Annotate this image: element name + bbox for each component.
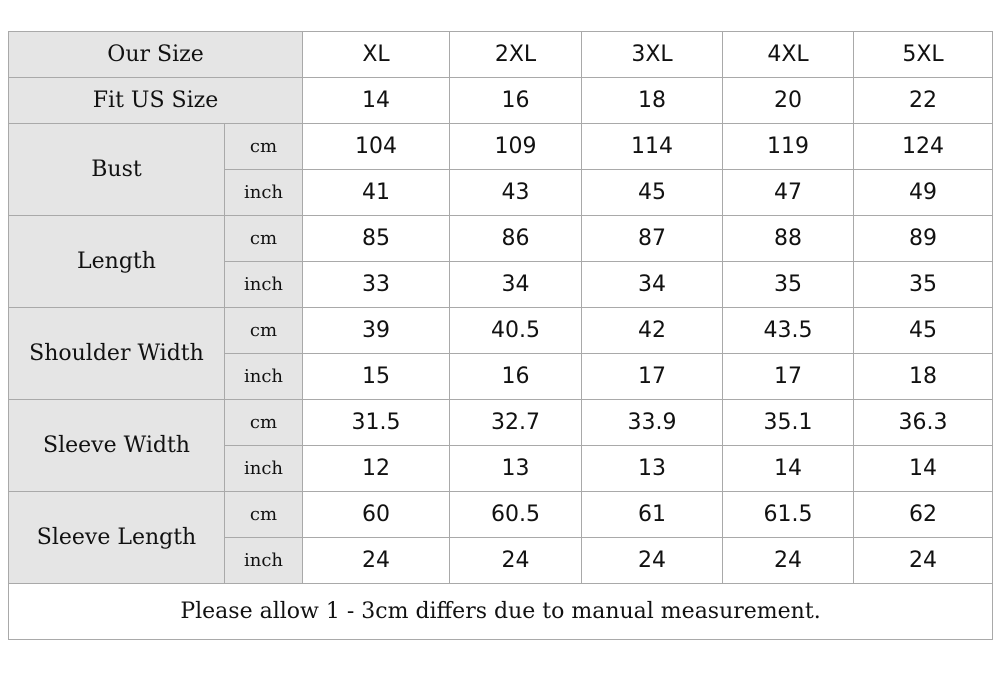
value-cell: 36.3 <box>854 400 993 446</box>
value-cell: 24 <box>582 538 723 584</box>
value-cell: 114 <box>582 124 723 170</box>
fit-us-size-label: Fit US Size <box>9 78 303 124</box>
value-cell: 33.9 <box>582 400 723 446</box>
value-cell: 104 <box>303 124 450 170</box>
unit-cm-label: cm <box>225 492 303 538</box>
unit-inch-label: inch <box>225 354 303 400</box>
value-cell: 31.5 <box>303 400 450 446</box>
value-cell: 61.5 <box>723 492 854 538</box>
bust-cm-row <box>9 124 993 170</box>
value-cell: 41 <box>303 170 450 216</box>
value-cell: 24 <box>723 538 854 584</box>
unit-inch-label: inch <box>225 446 303 492</box>
value-cell: 60.5 <box>450 492 582 538</box>
value-cell: 42 <box>582 308 723 354</box>
size-header-cell: 2XL <box>450 32 582 78</box>
fit-us-size-cell: 20 <box>723 78 854 124</box>
value-cell: 89 <box>854 216 993 262</box>
value-cell: 33 <box>303 262 450 308</box>
value-cell: 17 <box>582 354 723 400</box>
value-cell: 12 <box>303 446 450 492</box>
value-cell: 62 <box>854 492 993 538</box>
value-cell: 35 <box>723 262 854 308</box>
length-cm-row <box>9 216 993 262</box>
value-cell: 15 <box>303 354 450 400</box>
unit-cm-label: cm <box>225 216 303 262</box>
bust-label: Bust <box>9 124 225 216</box>
length-label: Length <box>9 216 225 308</box>
sleeve-length-cm-row <box>9 492 993 538</box>
size-header-cell: XL <box>303 32 450 78</box>
value-cell: 13 <box>450 446 582 492</box>
value-cell: 45 <box>854 308 993 354</box>
value-cell: 86 <box>450 216 582 262</box>
unit-cm-label: cm <box>225 308 303 354</box>
fit-us-size-cell: 16 <box>450 78 582 124</box>
value-cell: 32.7 <box>450 400 582 446</box>
value-cell: 85 <box>303 216 450 262</box>
value-cell: 16 <box>450 354 582 400</box>
shoulder-width-label: Shoulder Width <box>9 308 225 400</box>
value-cell: 45 <box>582 170 723 216</box>
value-cell: 17 <box>723 354 854 400</box>
sleeve-width-label: Sleeve Width <box>9 400 225 492</box>
unit-inch-label: inch <box>225 262 303 308</box>
value-cell: 39 <box>303 308 450 354</box>
size-header-cell: 5XL <box>854 32 993 78</box>
sleeve-length-label: Sleeve Length <box>9 492 225 584</box>
value-cell: 61 <box>582 492 723 538</box>
value-cell: 24 <box>303 538 450 584</box>
size-header-row <box>9 32 993 78</box>
value-cell: 119 <box>723 124 854 170</box>
unit-inch-label: inch <box>225 170 303 216</box>
value-cell: 35.1 <box>723 400 854 446</box>
unit-cm-label: cm <box>225 400 303 446</box>
value-cell: 88 <box>723 216 854 262</box>
value-cell: 14 <box>723 446 854 492</box>
value-cell: 87 <box>582 216 723 262</box>
unit-inch-label: inch <box>225 538 303 584</box>
our-size-label: Our Size <box>9 32 303 78</box>
fit-us-size-row <box>9 78 993 124</box>
value-cell: 47 <box>723 170 854 216</box>
fit-us-size-cell: 14 <box>303 78 450 124</box>
value-cell: 13 <box>582 446 723 492</box>
value-cell: 14 <box>854 446 993 492</box>
value-cell: 49 <box>854 170 993 216</box>
size-header-cell: 4XL <box>723 32 854 78</box>
value-cell: 34 <box>582 262 723 308</box>
value-cell: 40.5 <box>450 308 582 354</box>
fit-us-size-cell: 22 <box>854 78 993 124</box>
unit-cm-label: cm <box>225 124 303 170</box>
size-chart-table <box>8 31 993 640</box>
value-cell: 60 <box>303 492 450 538</box>
value-cell: 24 <box>450 538 582 584</box>
value-cell: 24 <box>854 538 993 584</box>
value-cell: 43 <box>450 170 582 216</box>
shoulder-width-cm-row <box>9 308 993 354</box>
value-cell: 43.5 <box>723 308 854 354</box>
value-cell: 124 <box>854 124 993 170</box>
measurement-note: Please allow 1 - 3cm differs due to manual measurement. <box>9 584 993 640</box>
fit-us-size-cell: 18 <box>582 78 723 124</box>
note-row <box>9 584 993 640</box>
value-cell: 109 <box>450 124 582 170</box>
value-cell: 18 <box>854 354 993 400</box>
sleeve-width-cm-row <box>9 400 993 446</box>
value-cell: 34 <box>450 262 582 308</box>
value-cell: 35 <box>854 262 993 308</box>
size-header-cell: 3XL <box>582 32 723 78</box>
